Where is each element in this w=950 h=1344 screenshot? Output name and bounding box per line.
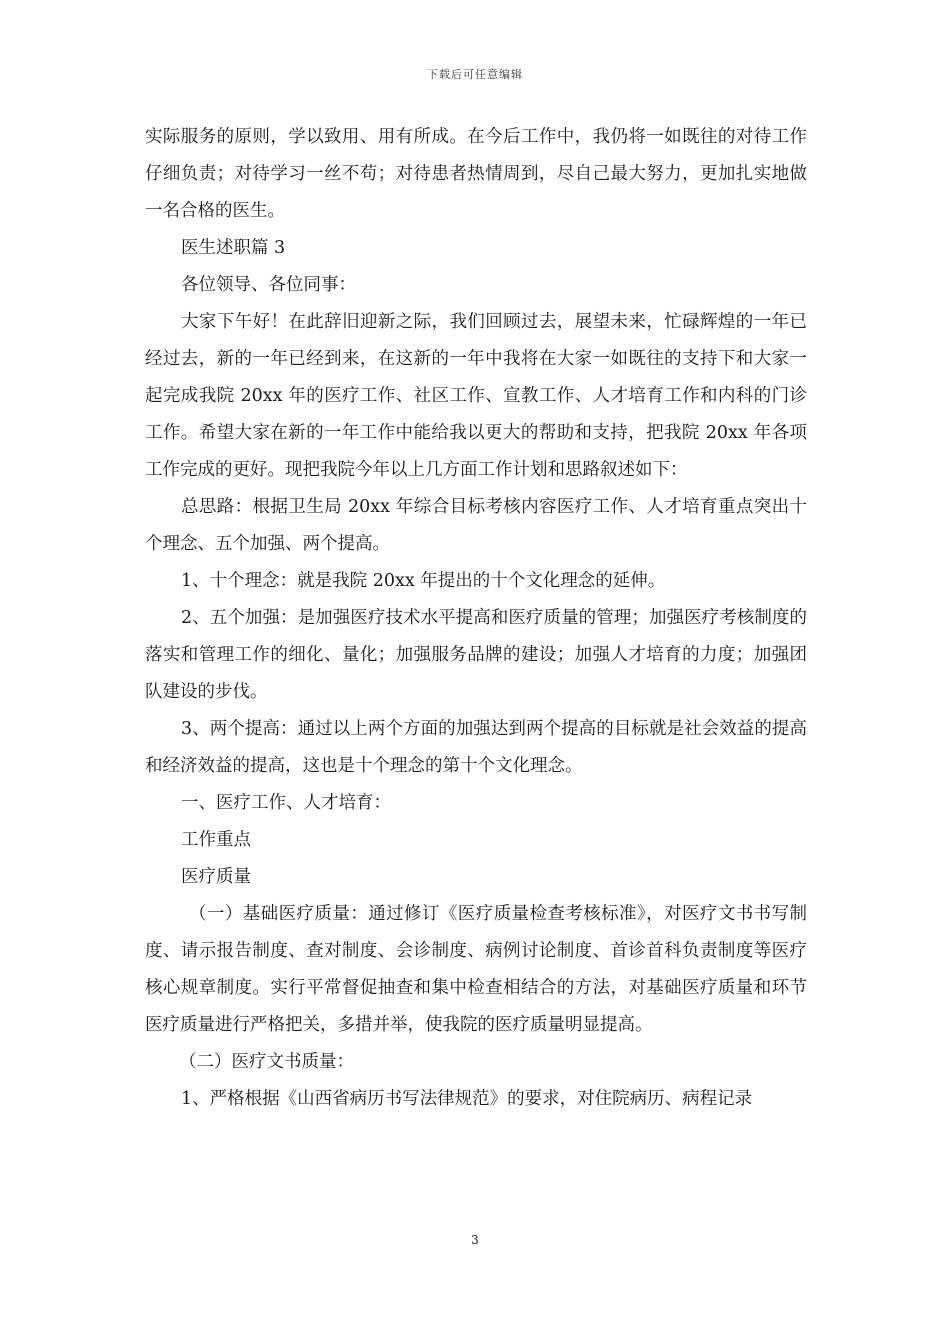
paragraph-service-principle: 实际服务的原则，学以致用、用有所成。在今后工作中，我仍将一如既往的对待工作仔细负责；对待学习一丝不苟；对待患者热情周到，尽自己最大努力，更加扎实地做一名合格的医生。 xyxy=(145,127,807,221)
section-title: 医生述职篇 3 xyxy=(181,238,286,258)
heading-medical-work: 一、医疗工作、人才培育： xyxy=(181,793,391,813)
page-number: 3 xyxy=(471,1233,479,1247)
paragraph-greeting: 大家下午好！在此辞旧迎新之际，我们回顾过去，展望未来，忙碌辉煌的一年已经过去，新的一年已经到来，在这新的一年中我将在大家一如既往的支持下和大家一起完成我院 20xx 年的医疗工作、社区工作、宣教工作、人才培育工作和内科的门诊工作。希望大家在新的一年工作中能给我以更大的帮助和支持，把我院 20xx 年各项工作完成的更好。现把我院今年以上几方面工作计划和思路叙述如下： xyxy=(145,312,807,480)
paragraph-record-standards: 1、严格根据《山西省病历书写法律规范》的要求，对住院病历、病程记录 xyxy=(181,1089,753,1109)
paragraph-overall-approach: 总思路：根据卫生局 20xx 年综合目标考核内容医疗工作、人才培育重点突出十个理念、五个加强、两个提高。 xyxy=(145,497,807,554)
heading-document-quality: （二）医疗文书质量： xyxy=(179,1052,354,1072)
document-body xyxy=(145,119,807,1118)
salutation: 各位领导、各位同事： xyxy=(181,275,356,295)
heading-medical-quality: 医疗质量 xyxy=(181,867,251,887)
page-header: 下载后可任意编辑 xyxy=(427,68,523,81)
list-item-five-strengthenings: 2、五个加强：是加强医疗技术水平提高和医疗质量的管理；加强医疗考核制度的落实和管理工作的细化、量化；加强服务品牌的建设；加强人才培育的力度；加强团队建设的步伐。 xyxy=(145,608,807,702)
list-item-ten-concepts: 1、十个理念：就是我院 20xx 年提出的十个文化理念的延伸。 xyxy=(181,571,666,591)
heading-work-focus: 工作重点 xyxy=(181,830,251,850)
paragraph-basic-quality: （一）基础医疗质量：通过修订《医疗质量检查考核标准》，对医疗文书书写制度、请示报告制度、查对制度、会诊制度、病例讨论制度、首诊首科负责制度等医疗核心规章制度。实行平常督促抽查和集中检查相结合的方法，对基础医疗质量和环节医疗质量进行严格把关，多措并举，使我院的医疗质量明显提高。 xyxy=(145,904,807,1035)
list-item-two-improvements: 3、两个提高：通过以上两个方面的加强达到两个提高的目标就是社会效益的提高和经济效益的提高，这也是十个理念的第十个文化理念。 xyxy=(145,719,807,776)
